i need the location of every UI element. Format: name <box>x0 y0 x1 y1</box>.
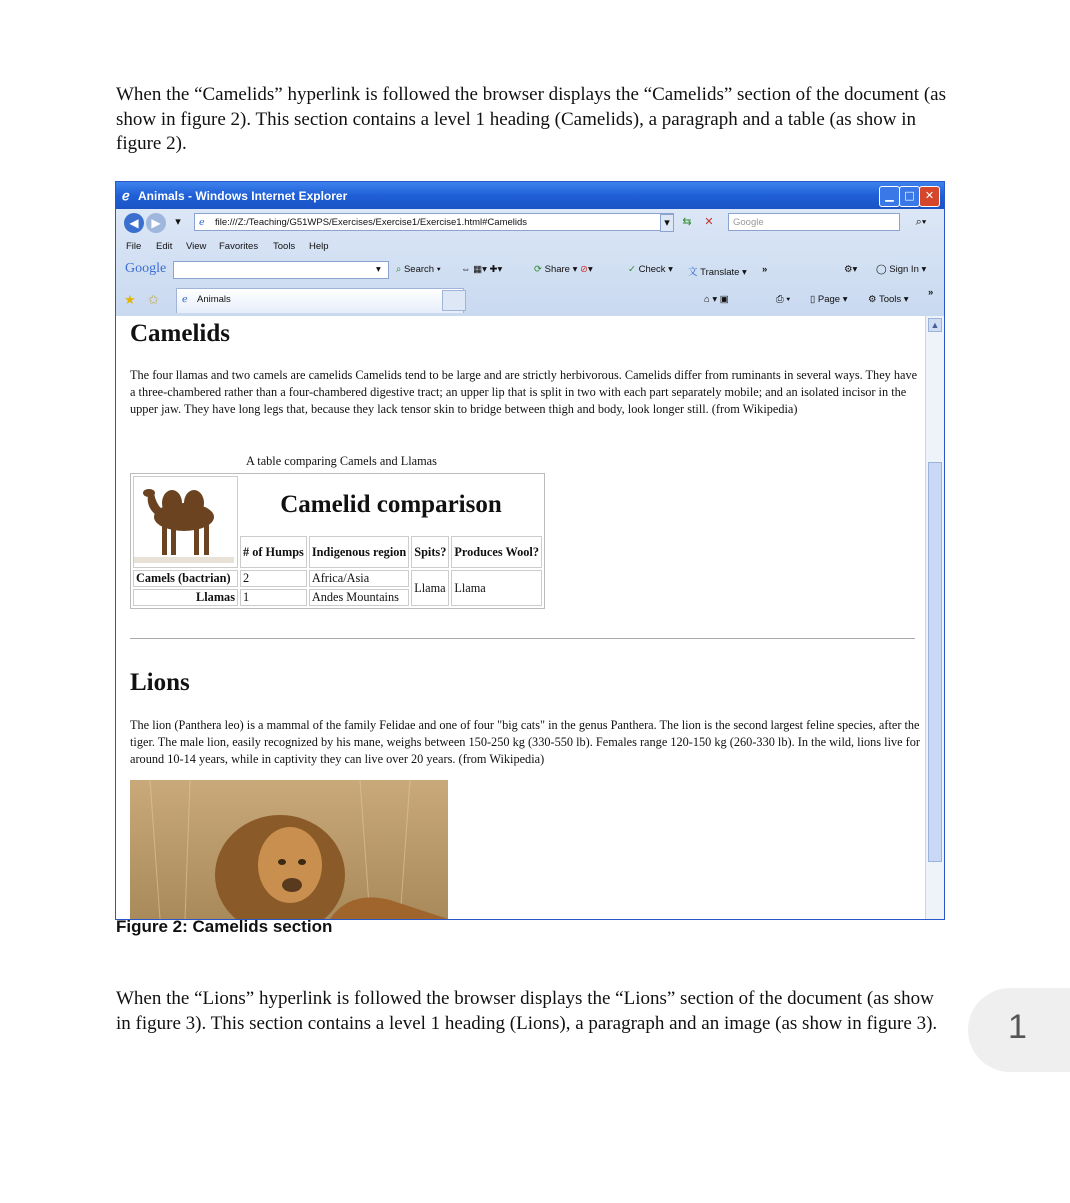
window-title: Animals - Windows Internet Explorer <box>138 189 348 203</box>
wool-cell: Llama <box>451 570 542 606</box>
tab-animals[interactable] <box>176 288 464 313</box>
browser-chrome <box>116 209 944 316</box>
menu-file[interactable]: File <box>126 241 142 252</box>
section-divider <box>130 638 915 639</box>
favorites-star-icon[interactable]: ★ <box>124 292 136 307</box>
vertical-scrollbar[interactable] <box>925 316 944 919</box>
menu-tools[interactable]: Tools <box>273 241 296 252</box>
address-text: file:///Z:/Teaching/G51WPS/Exercises/Exercise1/Exercise1.html#Camelids <box>215 217 528 228</box>
row-region: Africa/Asia <box>309 570 409 587</box>
table-title: Camelid comparison <box>280 491 502 518</box>
sign-in-label: Sign In <box>889 264 919 275</box>
wrench-icon[interactable]: ⚙▾ <box>844 264 858 275</box>
back-button[interactable]: ◀ <box>124 213 144 233</box>
camel-image <box>134 477 234 563</box>
page-content <box>116 316 925 919</box>
row-name: Camels (bactrian) <box>133 570 238 587</box>
command-more-button[interactable]: » <box>928 287 934 298</box>
title-bar <box>116 182 944 209</box>
google-toolbar <box>116 258 944 282</box>
row-region: Andes Mountains <box>309 589 409 606</box>
toolbar-tools-icons[interactable]: ⇔ ▦▾ ✚▾ <box>461 264 503 275</box>
page-menu-button[interactable]: ▯ Page ▾ <box>810 294 848 305</box>
check-button[interactable]: ✓ Check ▾ <box>628 264 673 275</box>
translate-icon: 文 <box>688 267 698 278</box>
minimize-button[interactable]: ▁ <box>879 186 900 207</box>
new-tab-button[interactable] <box>442 290 466 311</box>
spam-icon: ⊘ <box>580 264 588 275</box>
check-label: Check <box>638 264 666 275</box>
search-box[interactable]: Google <box>728 213 900 231</box>
row-humps: 2 <box>240 570 307 587</box>
search-icon[interactable]: ⌕▾ <box>915 216 927 228</box>
menu-view[interactable]: View <box>186 241 207 252</box>
lion-image <box>130 780 448 919</box>
intro-paragraph: When the “Camelids” hyperlink is followed the browser displays the “Camelids” section of the document (as show in figure 2). This section contains a level 1 heading (Camelids), a paragraph and a table (as show in figure 2). <box>116 84 946 154</box>
tab-bar <box>116 285 944 315</box>
scroll-thumb[interactable] <box>928 462 942 862</box>
google-logo: Google <box>125 261 167 276</box>
page-number-badge <box>968 988 1070 1072</box>
tools-menu-label: Tools <box>878 294 902 305</box>
google-search-dropdown-icon[interactable]: ▾ <box>376 264 381 275</box>
camel-image-cell <box>133 476 238 568</box>
ie-logo-icon: ℯ <box>122 188 130 203</box>
tab-label: Animals <box>197 294 231 305</box>
comparison-table <box>130 473 545 609</box>
google-search-button[interactable]: ⌕ Search ▾ <box>396 264 441 275</box>
browser-window <box>115 181 945 920</box>
print-icon[interactable]: ⎙ ▾ <box>776 294 791 305</box>
scroll-up-icon[interactable]: ▲ <box>928 318 942 332</box>
row-humps: 1 <box>240 589 307 606</box>
share-icon: ⟳ <box>534 264 542 275</box>
header-humps: # of Humps <box>240 536 307 568</box>
add-favorites-icon[interactable]: ✩ <box>148 292 159 307</box>
forward-button[interactable]: ▶ <box>146 213 166 233</box>
more-tools-button[interactable]: » <box>762 264 768 275</box>
tools-menu-button[interactable]: ⚙ Tools ▾ <box>868 294 909 305</box>
header-spits: Spits? <box>411 536 449 568</box>
address-bar[interactable] <box>194 213 674 231</box>
camelids-heading: Camelids <box>130 320 230 347</box>
camelids-paragraph: The four llamas and two camels are camelids Camelids tend to be large and are strictly herbivorous. Camelids differ from ruminants in several ways. They have a three-chambered rather than a four-chambered digestive tract; an upper lip that is split in two with each part separately mobile; and an isolated incisor in the upper jaw. They have long legs that, because they lack tensor skin to bridge between thigh and body, look longer still. (from Wikipedia) <box>130 368 918 416</box>
page-menu-label: Page <box>817 294 841 305</box>
menu-bar <box>116 237 944 257</box>
translate-label: Translate <box>700 267 740 278</box>
search-label: Search <box>403 264 435 275</box>
menu-favorites[interactable]: Favorites <box>219 241 259 252</box>
share-button[interactable]: ⟳ Share ▾ ⊘▾ <box>534 264 593 275</box>
table-caption: A table comparing Camels and Llamas <box>246 454 437 468</box>
menu-edit[interactable]: Edit <box>156 241 173 252</box>
close-button[interactable]: ✕ <box>919 186 940 207</box>
spellcheck-icon: ✓ <box>628 264 636 275</box>
spits-cell: Llama <box>411 570 449 606</box>
maximize-button[interactable]: □ <box>899 186 920 207</box>
home-icon[interactable]: ⌂ ▾ ▣ <box>704 294 729 305</box>
stop-icon[interactable]: ✕ <box>704 216 714 228</box>
tab-page-icon: ℯ <box>182 294 188 305</box>
figure-caption: Figure 2: Camelids section <box>116 917 333 936</box>
refresh-icon[interactable]: ⇆ <box>682 216 692 228</box>
row-name: Llamas <box>133 589 238 606</box>
search-icon: ⌕ <box>396 264 402 275</box>
share-label: Share <box>544 264 570 275</box>
sign-in-button[interactable]: ◯ Sign In ▾ <box>876 264 927 275</box>
translate-button[interactable]: 文 Translate ▾ <box>688 267 747 278</box>
lions-paragraph: The lion (Panthera leo) is a mammal of the family Felidae and one of four "big cats" in the genus Panthera. The lion is the second largest feline species, after the tiger. The male lion, easily recognized by his mane, weighs between 150-250 kg (330-550 lb). Females range 120-150 kg (260-330 lb). In the wild, lions live for around 10-14 years, while in captivity they can live over 20 years. (from Wikipedia) <box>130 718 921 766</box>
google-search-input[interactable] <box>173 261 389 279</box>
page-icon: ℯ <box>199 217 205 228</box>
history-dropdown-icon[interactable]: ▾ <box>175 216 181 228</box>
header-wool: Produces Wool? <box>451 536 542 568</box>
lions-heading: Lions <box>130 669 190 696</box>
address-dropdown-icon[interactable]: ▾ <box>660 214 674 232</box>
page-number: 1 <box>1008 1008 1027 1046</box>
menu-help[interactable]: Help <box>309 241 329 252</box>
lions-intro-paragraph: When the “Lions” hyperlink is followed the browser displays the “Lions” section of the document (as show in figure 3). This section contains a level 1 heading (Lions), a paragraph and an image (as show in figure 3). <box>116 988 938 1034</box>
header-region: Indigenous region <box>309 536 409 568</box>
